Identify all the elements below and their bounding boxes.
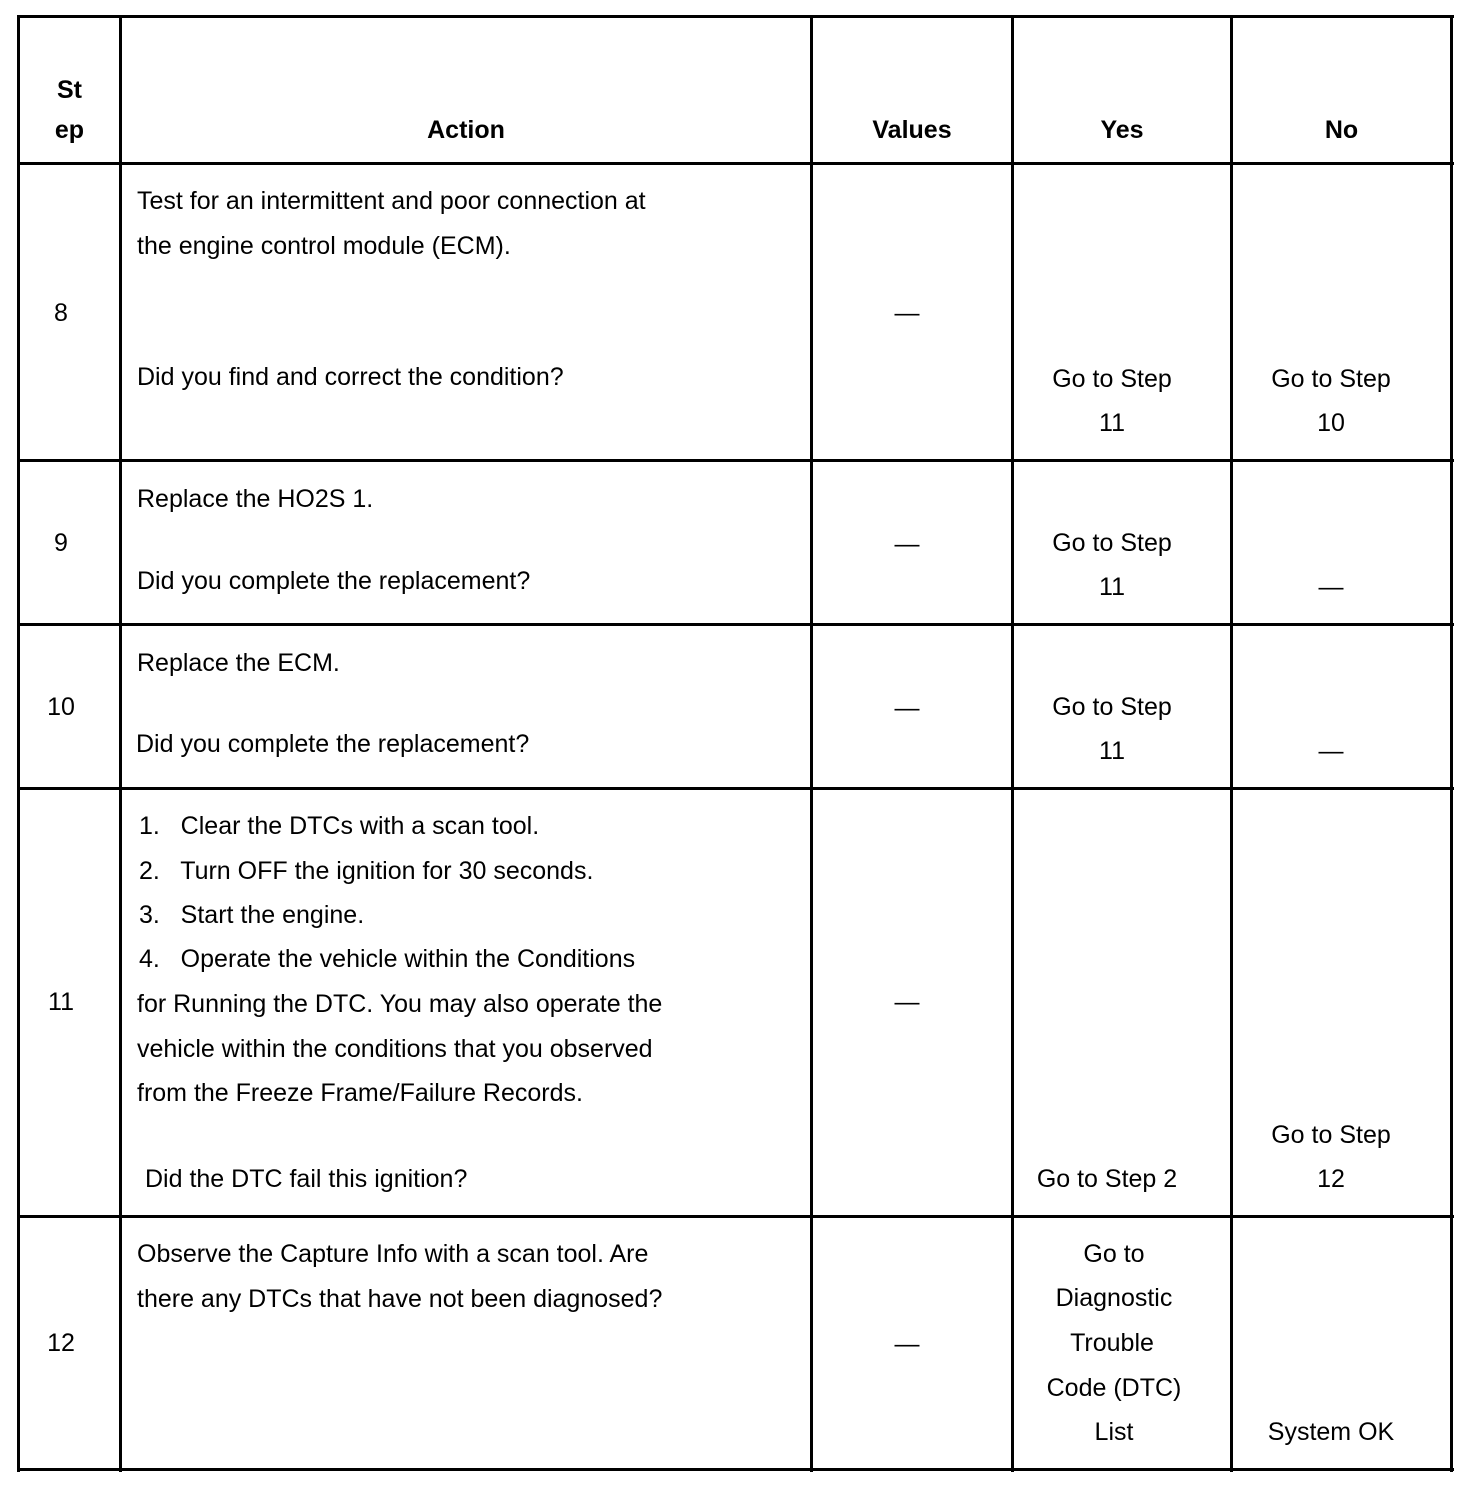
header-step-line2: ep xyxy=(54,116,85,144)
action-question: Did you complete the replacement? xyxy=(136,730,530,758)
values-dash: — xyxy=(894,1330,920,1358)
no-link[interactable]: System OK xyxy=(1267,1418,1395,1446)
action-text: from the Freeze Frame/Failure Records. xyxy=(137,1079,583,1107)
no-link[interactable]: 10 xyxy=(1317,409,1345,437)
table-divider xyxy=(17,1215,1454,1218)
action-text: vehicle within the conditions that you observed xyxy=(137,1035,653,1063)
step-number: 11 xyxy=(48,988,74,1016)
table-border-top xyxy=(17,15,1454,18)
yes-link[interactable]: Trouble xyxy=(1070,1329,1154,1357)
action-text: Replace the HO2S 1. xyxy=(137,485,374,513)
no-link[interactable]: Go to Step xyxy=(1271,1121,1391,1149)
table-border-right xyxy=(1450,15,1453,1472)
step-number: 8 xyxy=(54,299,68,327)
action-list-item: 3. Start the engine. xyxy=(139,901,365,929)
action-text: Replace the ECM. xyxy=(137,649,340,677)
table-divider xyxy=(17,623,1454,626)
no-link[interactable]: Go to Step xyxy=(1271,365,1391,393)
action-list-item: 4. Operate the vehicle within the Conditions xyxy=(139,945,636,973)
action-list-item: 2. Turn OFF the ignition for 30 seconds. xyxy=(139,857,594,885)
action-text: Observe the Capture Info with a scan tool. Are xyxy=(137,1240,649,1268)
header-yes: Yes xyxy=(1100,116,1144,144)
column-divider xyxy=(119,15,122,1472)
action-text: Test for an intermittent and poor connection at xyxy=(137,187,646,215)
action-question: Did you complete the replacement? xyxy=(137,567,531,595)
action-question: Did you find and correct the condition? xyxy=(137,363,564,391)
yes-link[interactable]: List xyxy=(1094,1418,1134,1446)
action-list-item: 1. Clear the DTCs with a scan tool. xyxy=(139,812,540,840)
yes-link[interactable]: Code (DTC) xyxy=(1046,1374,1182,1402)
yes-link[interactable]: Go to xyxy=(1083,1240,1145,1268)
header-step-line1: St xyxy=(57,76,82,104)
header-action: Action xyxy=(427,116,505,144)
step-number: 10 xyxy=(47,693,75,721)
values-dash: — xyxy=(894,530,920,558)
no-dash: — xyxy=(1318,573,1344,601)
action-text: there any DTCs that have not been diagnosed? xyxy=(137,1285,663,1313)
yes-link[interactable]: Go to Step 2 xyxy=(1036,1165,1178,1193)
table-divider xyxy=(17,162,1454,165)
yes-link[interactable]: 11 xyxy=(1099,573,1125,601)
yes-link[interactable]: Go to Step xyxy=(1052,693,1172,721)
yes-link[interactable]: Go to Step xyxy=(1052,529,1172,557)
values-dash: — xyxy=(894,299,920,327)
values-dash: — xyxy=(894,694,920,722)
yes-link[interactable]: 11 xyxy=(1099,409,1125,437)
values-dash: — xyxy=(894,988,920,1016)
table-border-left xyxy=(17,15,20,1472)
column-divider xyxy=(810,15,813,1472)
header-values: Values xyxy=(872,116,952,144)
action-text: the engine control module (ECM). xyxy=(137,232,511,260)
table-divider xyxy=(17,787,1454,790)
action-question: Did the DTC fail this ignition? xyxy=(145,1165,468,1193)
yes-link[interactable]: Go to Step xyxy=(1052,365,1172,393)
no-dash: — xyxy=(1318,737,1344,765)
yes-link[interactable]: Diagnostic xyxy=(1055,1284,1173,1312)
header-no: No xyxy=(1324,116,1359,144)
table-border-bottom xyxy=(17,1468,1454,1471)
no-link[interactable]: 12 xyxy=(1317,1165,1345,1193)
table-divider xyxy=(17,459,1454,462)
step-number: 9 xyxy=(54,529,68,557)
yes-link[interactable]: 11 xyxy=(1099,737,1125,765)
action-text: for Running the DTC. You may also operate the xyxy=(137,990,663,1018)
step-number: 12 xyxy=(47,1329,75,1357)
